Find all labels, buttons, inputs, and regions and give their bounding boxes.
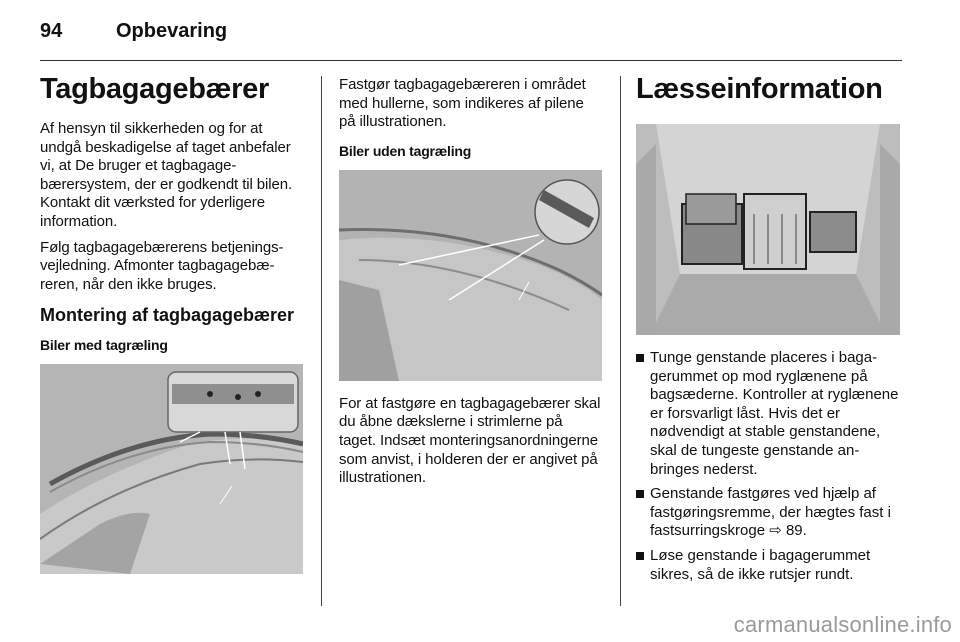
bullet-text: Tunge genstande placeres i bagagerummet op mod ryglænene på bagsæderne. Kontroller at ryglænene er forsvarligt låst. Hvis det er nødvendigt at stable genstandene, skal de tungeste genstande anbringes nederst. <box>650 349 899 478</box>
header-title: Opbevaring <box>116 20 228 42</box>
with-rails-subheading: Biler med tagræling <box>40 337 168 354</box>
strip-covers-paragraph: For at fastgøre en tagbagagebærer skal du åbne dækslerne i strimlerne på taget. Indsæt monteringsanordningerne som anvist, i holderen der er angivet på illustrationen. <box>339 394 601 487</box>
bullet-text: Genstande fastgøres ved hjælp af fastgøringsremme, der hægtes fast i fastsurringskroge ⇨ 89. <box>650 485 891 540</box>
loading-info-heading: Læsseinformation <box>636 73 883 105</box>
loading-bullet-list <box>636 349 902 584</box>
column-3 <box>636 72 902 590</box>
mounting-heading: Montering af tagbagagebærer <box>40 305 295 326</box>
column-2 <box>339 76 603 495</box>
bullet-square-icon <box>636 490 644 498</box>
header-rule <box>40 60 902 61</box>
holes-paragraph: Fastgør tagbagagebæreren i området med hullerne, som indikeres af pilene på illustrationen. <box>339 76 586 131</box>
bullet-text: Løse genstande i bagagerummet sikres, så de ikke rutsjer rundt. <box>650 546 871 583</box>
list-item <box>636 349 902 479</box>
roof-rails-illustration <box>40 364 303 574</box>
roof-rack-paragraph-2: Følg tagbagagebærerens betjeningsvejledning. Afmonter tagbagagebæreren, når den ikke bruges. <box>40 238 284 293</box>
without-rails-subheading: Biler uden tagræling <box>339 142 472 159</box>
bullet-square-icon <box>636 354 644 362</box>
bullet-square-icon <box>636 552 644 560</box>
page-number: 94 <box>40 20 63 42</box>
column-divider-2 <box>620 76 621 606</box>
roof-rack-paragraph-1: Af hensyn til sikkerheden og for at undgå beskadigelse af taget anbefaler vi, at De bruger et tagbagagebærersystem, der er godkendt til bilen. Kontakt dit værksted for yderligere information. <box>40 120 293 230</box>
column-divider-1 <box>321 76 322 606</box>
list-item <box>636 485 902 541</box>
cargo-loading-illustration <box>636 124 900 335</box>
roof-strip-illustration <box>339 170 602 381</box>
watermark: carmanualsonline.info <box>733 612 952 637</box>
roof-rack-heading: Tagbagagebærer <box>40 73 269 105</box>
page-header <box>40 18 902 58</box>
list-item <box>636 547 902 584</box>
column-1 <box>40 72 304 574</box>
